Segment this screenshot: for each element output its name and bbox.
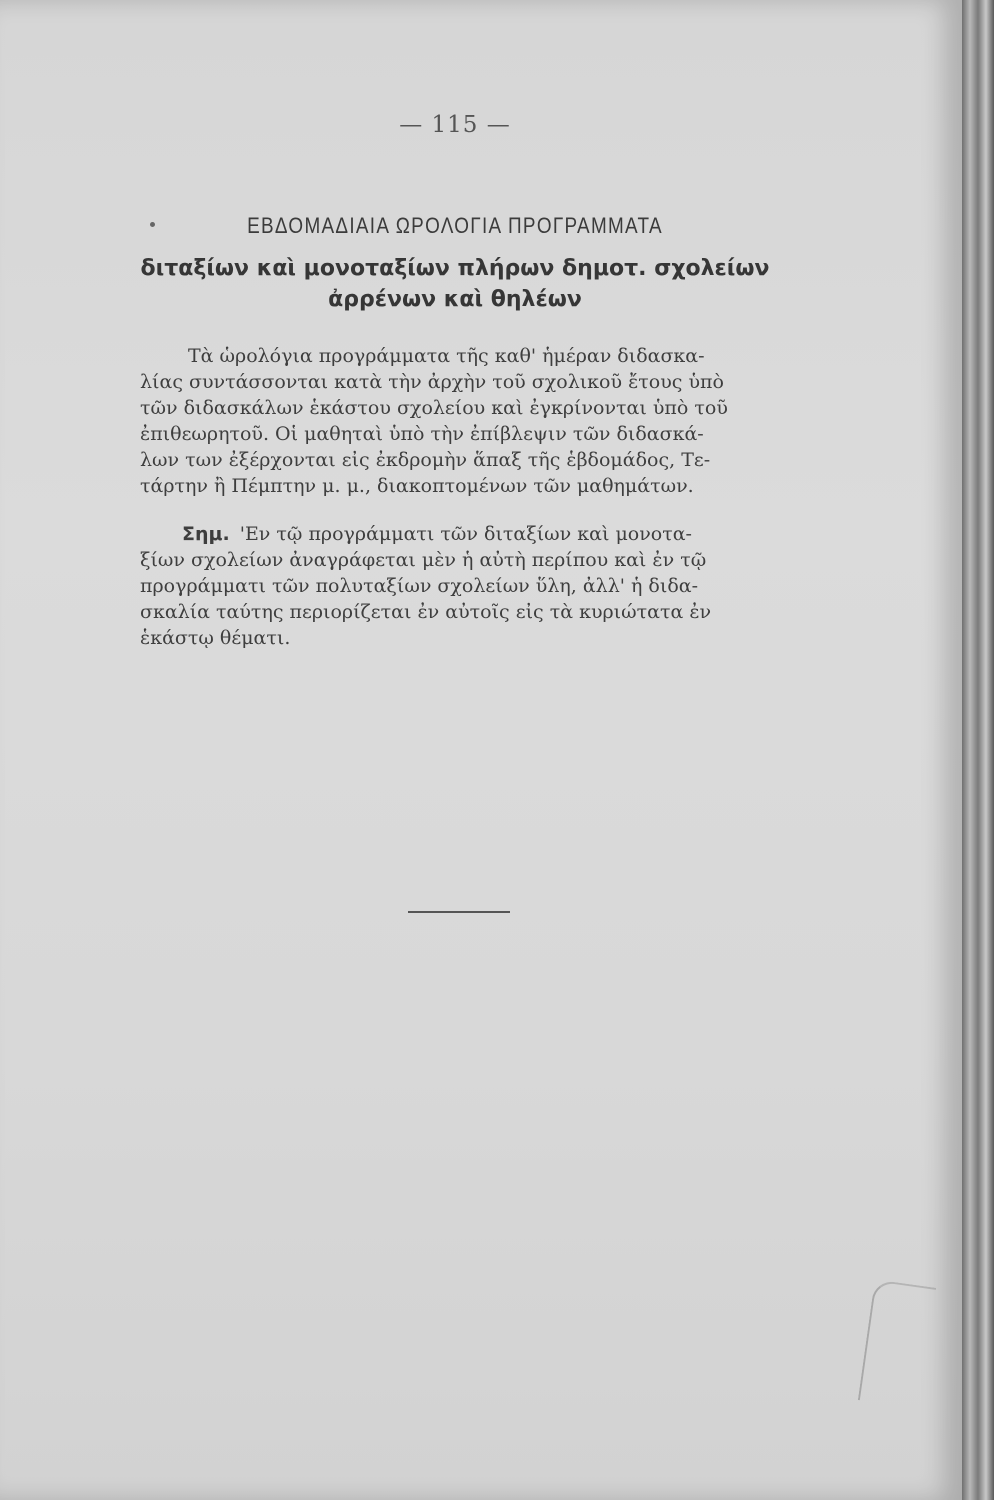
note-line: ἑκάστῳ θέματι. — [140, 627, 291, 649]
note-first-line — [140, 521, 770, 547]
paragraph-line: λίας συντάσσονται κατὰ τὴν ἀρχὴν τοῦ σχολικοῦ ἔτους ὑπὸ — [140, 371, 724, 393]
paragraph-line: Τὰ ὡρολόγια προγράμματα τῆς καθ' ἡμέραν διδασκα- — [188, 345, 705, 367]
paragraph-line: τῶν διδασκάλων ἑκάστου σχολείου καὶ ἐγκρίνονται ὑπὸ τοῦ — [140, 397, 728, 419]
subtitle-line: διταξίων καὶ μονοταξίων πλήρων δημοτ. σχολείων — [140, 256, 770, 281]
subtitle — [140, 253, 770, 315]
note-line: 'Εν τῷ προγράμματι τῶν διταξίων καὶ μονοτα- — [239, 523, 692, 545]
paragraph-line: ἐπιθεωρητοῦ. Οἱ μαθηταὶ ὑπὸ τὴν ἐπίβλεψιν τῶν διδασκά- — [140, 423, 704, 445]
subtitle-line: ἀρρένων καὶ θηλέων — [328, 287, 582, 312]
note-paragraph — [140, 521, 770, 651]
note-line: προγράμματι τῶν πολυταξίων σχολείων ὕλη, ἀλλ' ἡ διδα- — [140, 575, 699, 597]
note-label: Σημ. — [182, 523, 230, 545]
note-line: ξίων σχολείων ἀναγράφεται μὲν ἡ αὐτὴ περίπου καὶ ἐν τῷ — [140, 549, 707, 571]
paragraph-line: λων των ἐξέρχονται εἰς ἐκδρομὴν ἅπαξ τῆς ἑβδομάδος, Τε- — [140, 449, 711, 471]
page-content — [140, 112, 770, 651]
page-corner-fold — [858, 1279, 936, 1408]
main-paragraph — [140, 343, 770, 499]
page-number: — 115 — — [399, 112, 511, 138]
note-line: σκαλία ταύτης περιορίζεται ἐν αὐτοῖς εἰς τὰ κυριώτατα ἐν — [140, 601, 712, 623]
paragraph-line: τάρτην ἢ Πέμπτην μ. μ., διακοπτομένων τῶν μαθημάτων. — [140, 475, 694, 497]
ink-speck — [150, 222, 155, 227]
page-title: ΕΒΔΟΜΑΔΙΑΙΑ ΩΡΟΛΟΓΙΑ ΠΡΟΓΡΑΜΜΑΤΑ — [247, 213, 663, 238]
section-divider — [408, 911, 510, 913]
book-edge — [962, 0, 994, 1500]
